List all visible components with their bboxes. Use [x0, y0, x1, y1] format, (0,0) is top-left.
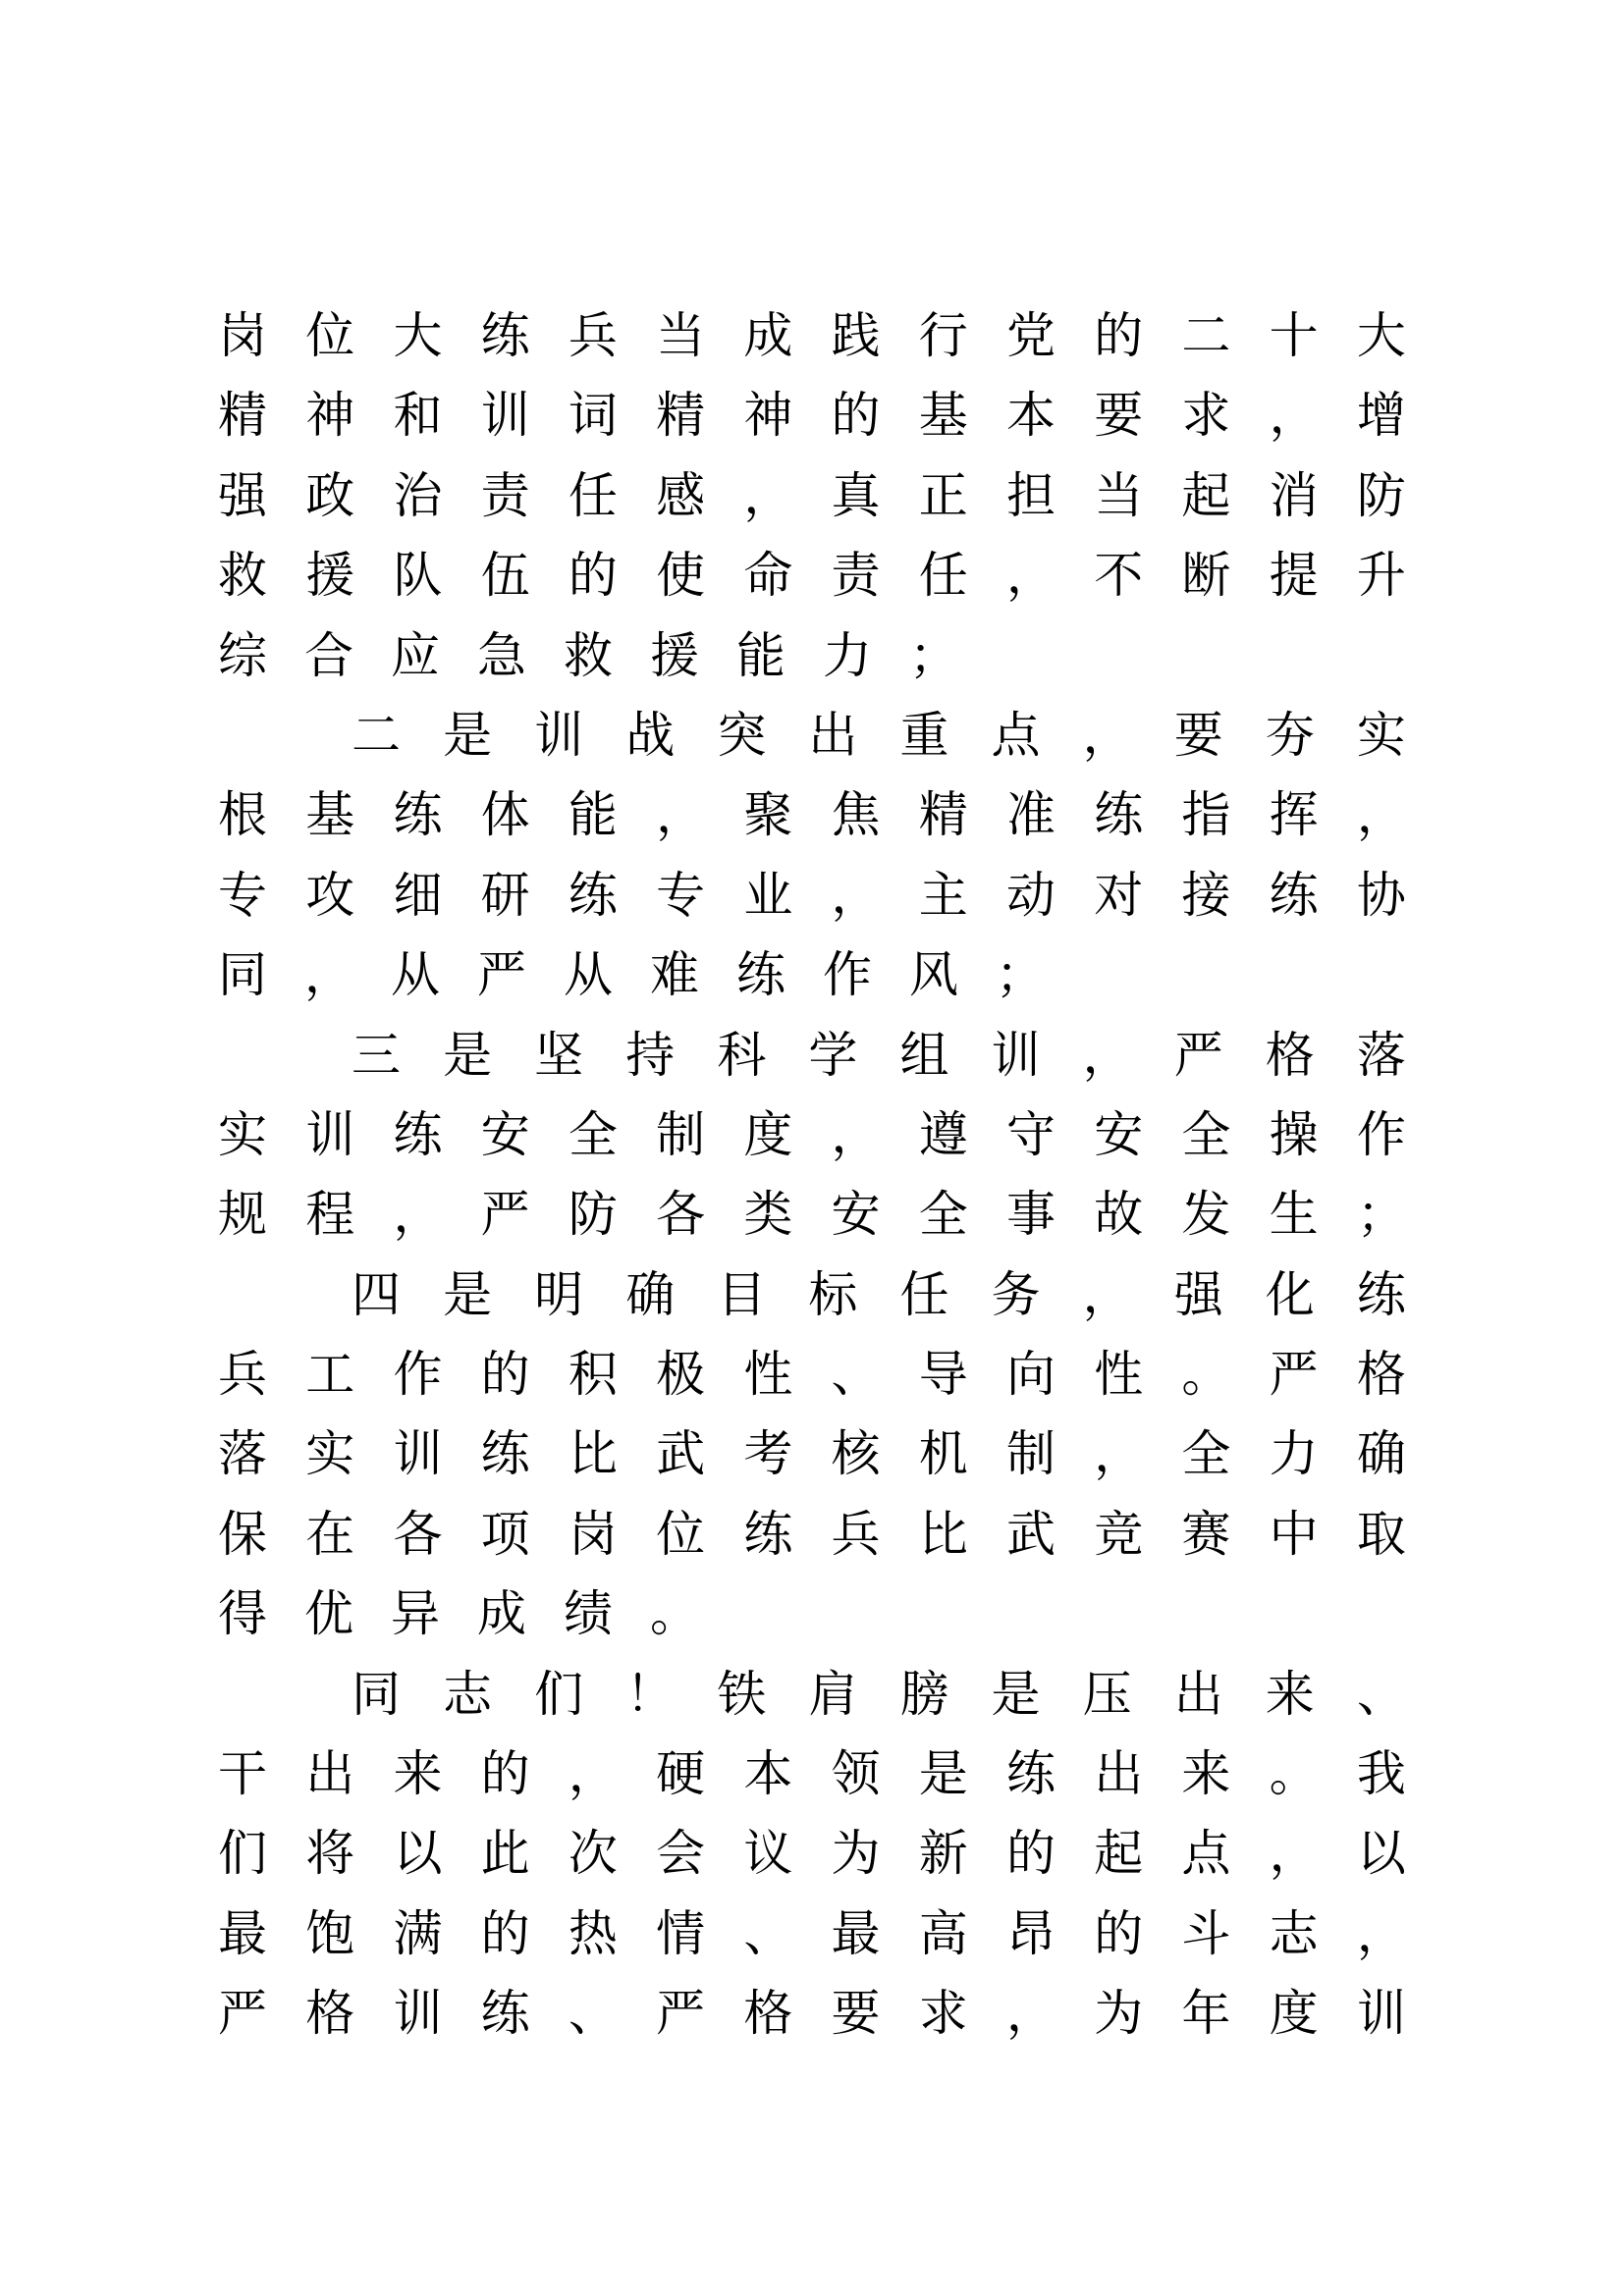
- text-line: 救 援 队 伍 的 使 命 责 任 ， 不 断 提 升: [218, 547, 1406, 605]
- text-line: 落 实 训 练 比 武 考 核 机 制 ， 全 力 确: [218, 1425, 1406, 1483]
- text-line: 四 是 明 确 目 标 任 务 ， 强 化 练: [352, 1265, 1406, 1323]
- text-line: 二 是 训 战 突 出 重 点 ， 要 夯 实: [352, 706, 1406, 764]
- text-line: 兵 工 作 的 积 极 性 、 导 向 性 。 严 格: [218, 1346, 1406, 1404]
- text-line: 根 基 练 体 能 ， 聚 焦 精 准 练 指 挥 ，: [218, 786, 1406, 844]
- body-text: [218, 296, 1406, 2055]
- text-line: 同 志 们 ！ 铁 肩 膀 是 压 出 来 、: [352, 1665, 1406, 1723]
- text-line: 强 政 治 责 任 感 ， 真 正 担 当 起 消 防: [218, 466, 1406, 524]
- text-line: 们 将 以 此 次 会 议 为 新 的 起 点 ， 以: [218, 1825, 1406, 1883]
- text-line: 综 合 应 急 救 援 能 力 ；: [218, 626, 958, 684]
- text-line: 同 ， 从 严 从 难 练 作 风 ；: [218, 946, 1045, 1004]
- text-line: 实 训 练 安 全 制 度 ， 遵 守 安 全 操 作: [218, 1105, 1406, 1163]
- text-line: 精 神 和 训 词 精 神 的 基 本 要 求 ， 增: [218, 387, 1406, 445]
- text-line: 最 饱 满 的 热 情 、 最 高 昂 的 斗 志 ，: [218, 1904, 1406, 1962]
- text-line: 规 程 ， 严 防 各 类 安 全 事 故 发 生 ；: [218, 1186, 1406, 1244]
- text-line: 专 攻 细 研 练 专 业 ， 主 动 对 接 练 协: [218, 866, 1406, 924]
- text-line: 得 优 异 成 绩 。: [218, 1585, 699, 1643]
- text-line: 干 出 来 的 ， 硬 本 领 是 练 出 来 。 我: [218, 1745, 1406, 1803]
- text-line: 三 是 坚 持 科 学 组 训 ， 严 格 落: [352, 1026, 1406, 1084]
- text-line: 严 格 训 练 、 严 格 要 求 ， 为 年 度 训: [218, 1985, 1406, 2043]
- text-line: 保 在 各 项 岗 位 练 兵 比 武 竞 赛 中 取: [218, 1505, 1406, 1563]
- text-line: 岗 位 大 练 兵 当 成 践 行 党 的 二 十 大: [218, 307, 1406, 364]
